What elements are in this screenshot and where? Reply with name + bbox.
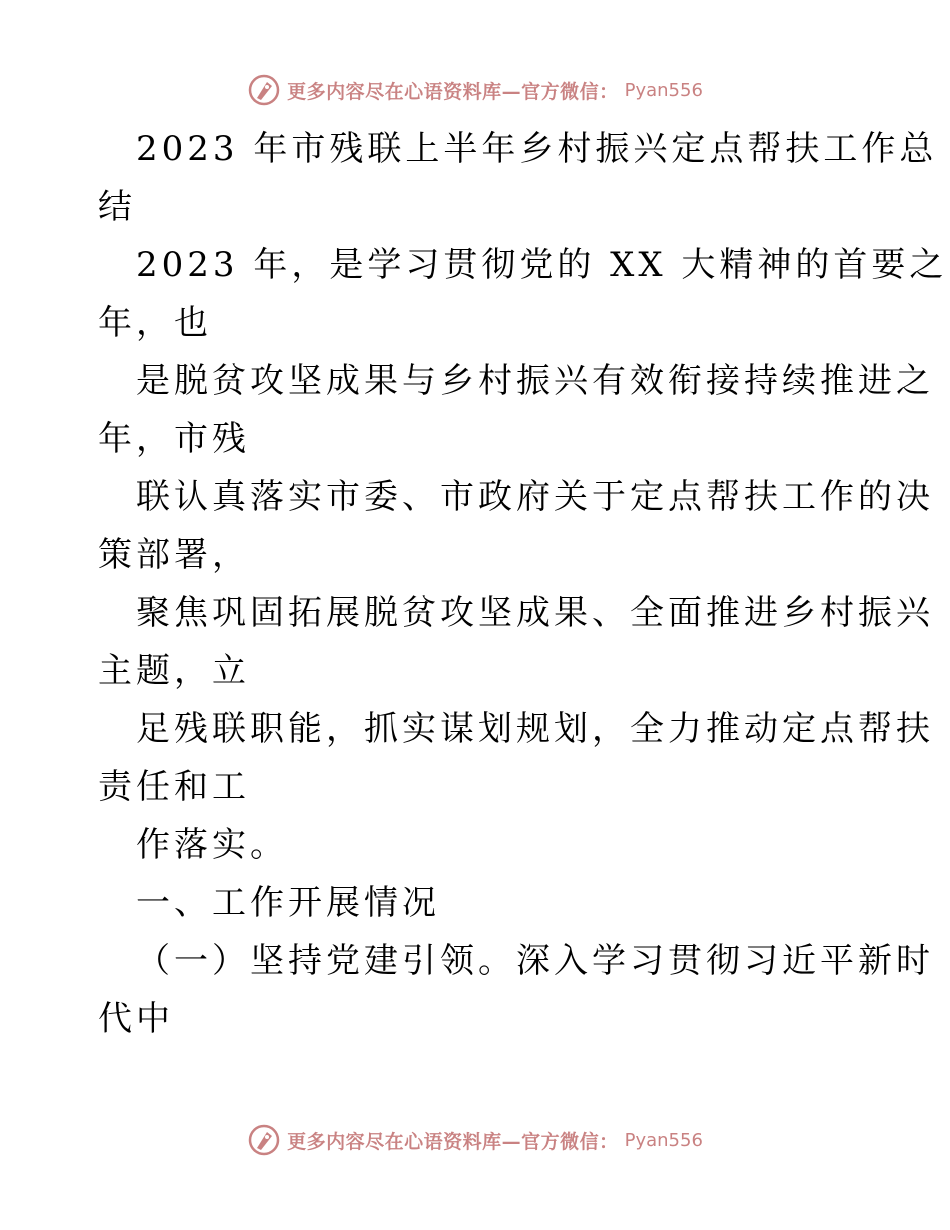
pen-nib-logo-icon [247, 1123, 281, 1157]
subsection-line: （一）坚持党建引领。深入学习贯彻习近平新时 [136, 941, 934, 981]
paragraph-line: 聚焦巩固拓展脱贫攻坚成果、全面推进乡村振兴 [136, 593, 934, 633]
paragraph-line: 是脱贫攻坚成果与乡村振兴有效衔接持续推进之 [136, 361, 934, 401]
watermark-contact: Pyan556 [624, 79, 703, 101]
paragraph-line: 联认真落实市委、市政府关于定点帮扶工作的决 [136, 477, 934, 517]
title-line-1: 2023 年市残联上半年乡村振兴定点帮扶工作总 [136, 129, 938, 169]
title-line-2: 结 [98, 187, 136, 227]
paragraph-line: 主题，立 [98, 651, 250, 691]
section-heading: 一、工作开展情况 [136, 883, 440, 923]
footer-watermark [0, 1120, 950, 1160]
pen-nib-logo-icon [247, 73, 281, 107]
document-body [98, 120, 948, 1048]
paragraph-line: 作落实。 [136, 825, 288, 865]
paragraph-line: 责任和工 [98, 767, 250, 807]
paragraph-line: 策部署， [98, 535, 250, 575]
paragraph-line: 足残联职能，抓实谋划规划，全力推动定点帮扶 [136, 709, 934, 749]
paragraph-line: 2023 年，是学习贯彻党的 XX 大精神的首要之 [136, 245, 948, 285]
watermark-text: 更多内容尽在心语资料库—官方微信： [287, 1130, 619, 1153]
paragraph-line: 年，市残 [98, 419, 250, 459]
watermark-text: 更多内容尽在心语资料库—官方微信： [287, 80, 619, 103]
paragraph-line: 年，也 [98, 303, 212, 343]
paragraph-line: 代中 [98, 999, 174, 1039]
watermark-contact: Pyan556 [624, 1129, 703, 1151]
header-watermark [0, 70, 950, 110]
